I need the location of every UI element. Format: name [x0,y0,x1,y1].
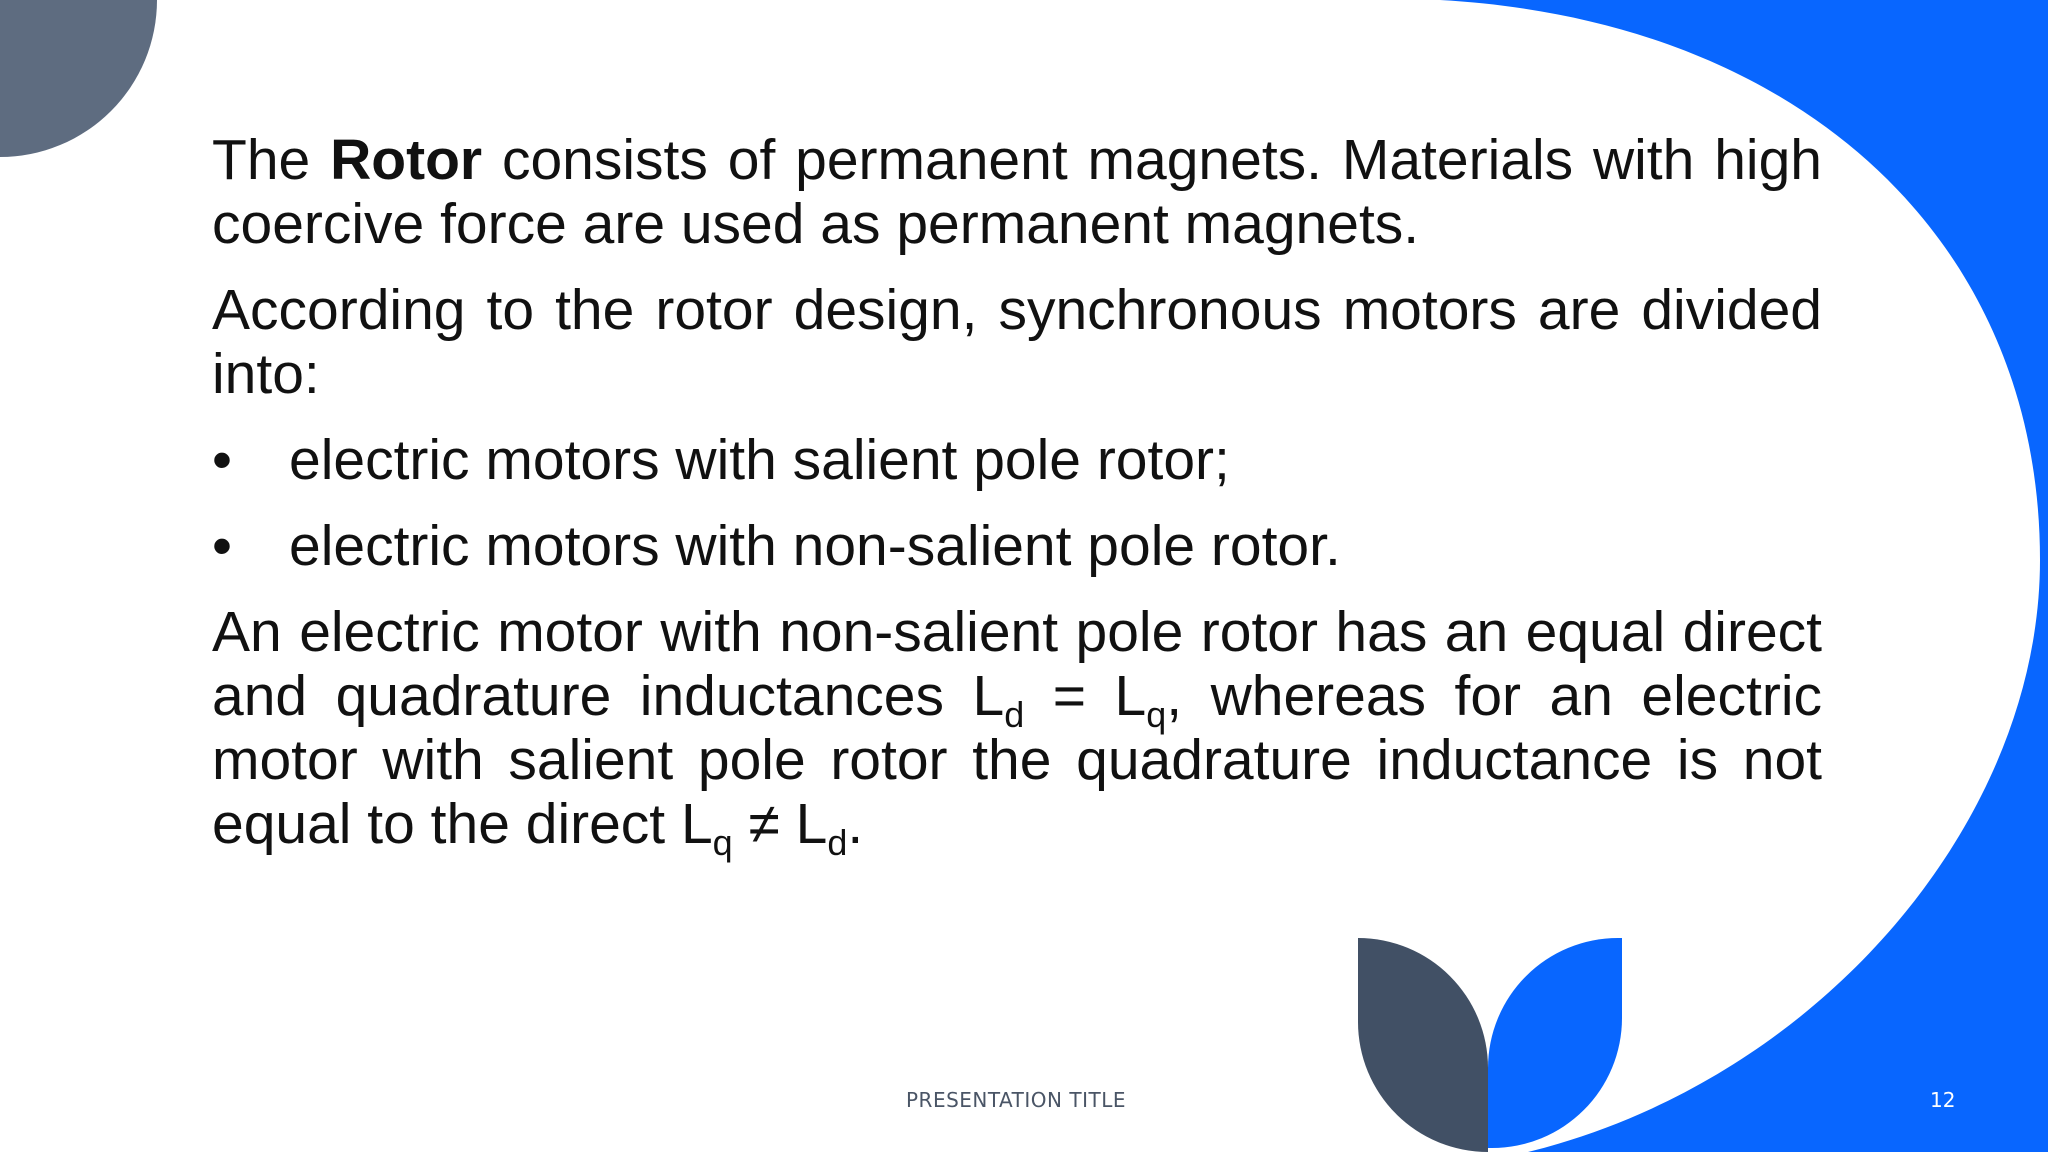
bullet-item-salient [212,428,1822,492]
bullet-dot-icon: • [212,514,232,578]
top-left-quarter-circle [0,0,157,157]
footer-presentation-title: PRESENTATION TITLE [906,1088,1126,1112]
bullet-item-non-salient [212,514,1822,578]
design-paragraph: According to the rotor design, synchronous motors are divided into: [212,278,1822,406]
page-number: 12 [1930,1088,1956,1112]
leaf-blue-shape [1488,938,1622,1148]
bullet-text: electric motors with salient pole rotor; [289,428,1230,492]
bullet-dot-icon: • [212,428,232,492]
slide-body [212,128,1822,878]
subscript-d: d [1004,694,1025,735]
rotor-bold-text: Rotor [330,128,483,192]
bullet-text: electric motors with non-salient pole rotor. [289,514,1341,578]
subscript-d: d [827,822,848,863]
rotor-paragraph: The Rotor consists of permanent magnets. Materials with high coercive force are used as permanent magnets. [212,128,1822,256]
inductance-paragraph: An electric motor with non-salient pole rotor has an equal direct and quadrature inductances $L_d = L_q$, whereas for an electric motor with salient pole rotor the quadrature inductance is not equal to the direct $L_q \ne L_d$. [212,600,1822,863]
subscript-q: q [712,822,733,863]
subscript-q: q [1146,694,1167,735]
leaf-dark-shape [1358,938,1488,1152]
